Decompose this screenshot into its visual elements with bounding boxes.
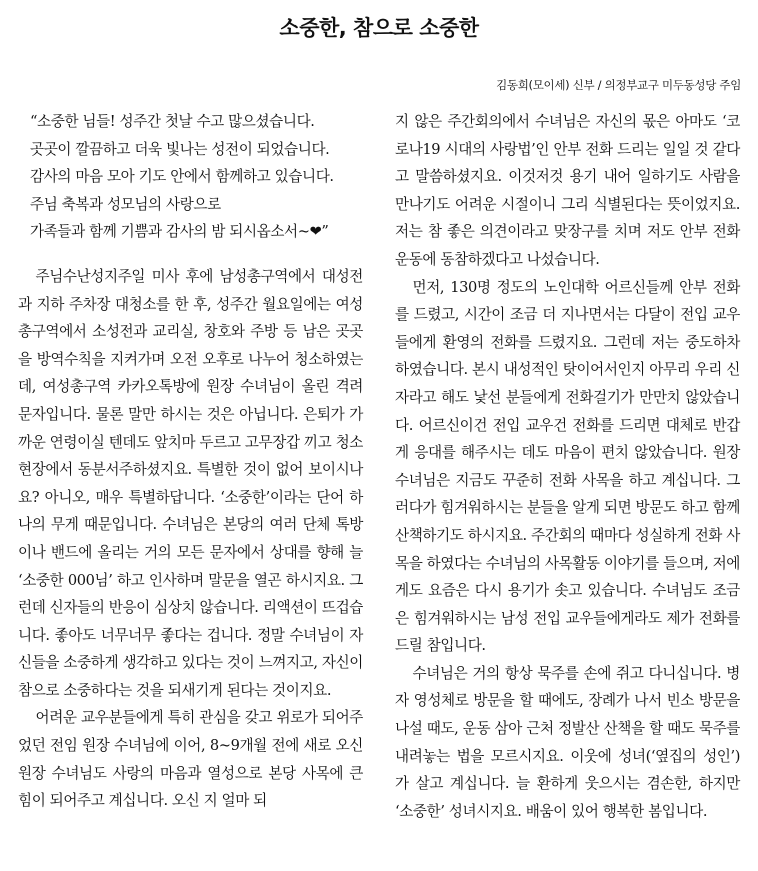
quote-line: 감사의 마음 모아 기도 안에서 함께하고 있습니다. xyxy=(30,168,334,186)
quote-line: 주님 축복과 성모님의 사랑으로 xyxy=(30,195,221,213)
body-paragraph-continued: 지 않은 주간회의에서 수녀님은 자신의 몫은 아마도 ‘코로나19 시대의 사랑법’인 안부 전화 드리는 일일 것 같다고 말씀하셨지요. 이것저것 용기 내어 일하기도 사람을 만나기도 어려운 시절이니 그리 식별된다는 뜻이었지요. 저는 참 좋은 의견이라고 맞장구를 치며 저도 안부 전화 운동에 동참하겠다고 나섰습니다. xyxy=(395,113,740,268)
quote-line: “소중한 님들! 성주간 첫날 수고 많으셨습니다. xyxy=(30,113,315,130)
body-paragraph: 어려운 교우분들에게 특히 관심을 갖고 위로가 되어주었던 전임 원장 수녀님에 이어, 8~9개월 전에 새로 오신 원장 수녀님도 사랑의 마음과 열성으로 본당 사목에 큰 힘이 되어주고 계십니다. 오신 지 얼마 되 xyxy=(18,709,363,810)
quoted-message xyxy=(18,108,363,246)
right-column xyxy=(395,108,740,825)
body-paragraph: 먼저, 130명 정도의 노인대학 어르신들께 안부 전화를 드렸고, 시간이 조금 더 지나면서는 다달이 전입 교우들에게 환영의 전화를 드렸지요. 그런데 저는 중도하차 하였습니다. 본시 내성적인 탓이어서인지 아무리 우리 신자라고 해도 낯선 분들에게 전화걸기가 만만치 않았습니다. 어르신이건 전입 교우건 전화를 드리면 대체로 반갑게 응대를 해주시는 데도 마음이 편치 않았습니다. 원장 수녀님은 지금도 꾸준히 전화 사목을 하고 계십니다. 그러다가 힘겨워하시는 분들을 알게 되면 방문도 하고 함께 산책하기도 하시지요. 주간회의 때마다 성실하게 전화 사목을 하였다는 수녀님의 사목활동 이야기를 들으며, 저에게도 요즘은 다시 용기가 솟고 있습니다. 수녀님도 조금은 힘겨워하시는 남성 전입 교우들에게라도 제가 전화를 드릴 참입니다. xyxy=(395,278,740,655)
quote-line: 곳곳이 깔끔하고 더욱 빛나는 성전이 되었습니다. xyxy=(30,140,330,158)
body-paragraph: 수녀님은 거의 항상 묵주를 손에 쥐고 다니십니다. 병자 영성체로 방문을 할 때에도, 장례가 나서 빈소 방문을 나설 때도, 운동 삼아 근처 정발산 산책을 할 때도 묵주를 내려놓는 법을 모르시지요. 이웃에 성녀(‘옆집의 성인’)가 살고 계십니다. 늘 환하게 웃으시는 겸손한, 하지만 ‘소중한’ 성녀시지요. 배움이 있어 행복한 봄입니다. xyxy=(395,664,740,820)
body-paragraph: 주님수난성지주일 미사 후에 남성총구역에서 대성전과 지하 주차장 대청소를 한 후, 성주간 월요일에는 여성총구역에서 소성전과 교리실, 창호와 주방 등 남은 곳곳을 방역수칙을 지켜가며 오전 오후로 나누어 청소하였는데, 여성총구역 카카오톡방에 원장 수녀님이 올린 격려 문자입니다. 물론 말만 하시는 것은 아닙니다. 은퇴가 가까운 연령이실 텐데도 앞치마 두르고 고무장갑 끼고 청소 현장에서 동분서주하셨지요. 특별한 것이 없어 보이시나요? 아니오, 매우 특별하답니다. ‘소중한’이라는 단어 하나의 무게 때문입니다. 수녀님은 본당의 여러 단체 톡방이나 밴드에 올리는 거의 모든 문자에서 상대를 향해 늘 ‘소중한 000님’ 하고 인사하며 말문을 열곤 하시지요. 그런데 신자들의 반응이 심상치 않습니다. 리액션이 뜨겁습니다. 좋아도 너무너무 좋다는 겁니다. 정말 수녀님이 자신들을 소중하게 생각하고 있다는 것이 느껴지고, 자신이 참으로 소중하다는 것을 되새기게 된다는 것이지요. xyxy=(18,267,363,699)
left-column xyxy=(18,108,363,815)
quote-line: 가족들과 함께 기쁨과 감사의 밤 되시옵소서~❤” xyxy=(30,223,329,241)
author-byline: 김동희(모이세) 신부 / 의정부교구 미두동성당 주임 xyxy=(496,78,741,92)
article-title: 소중한, 참으로 소중한 xyxy=(279,16,479,40)
